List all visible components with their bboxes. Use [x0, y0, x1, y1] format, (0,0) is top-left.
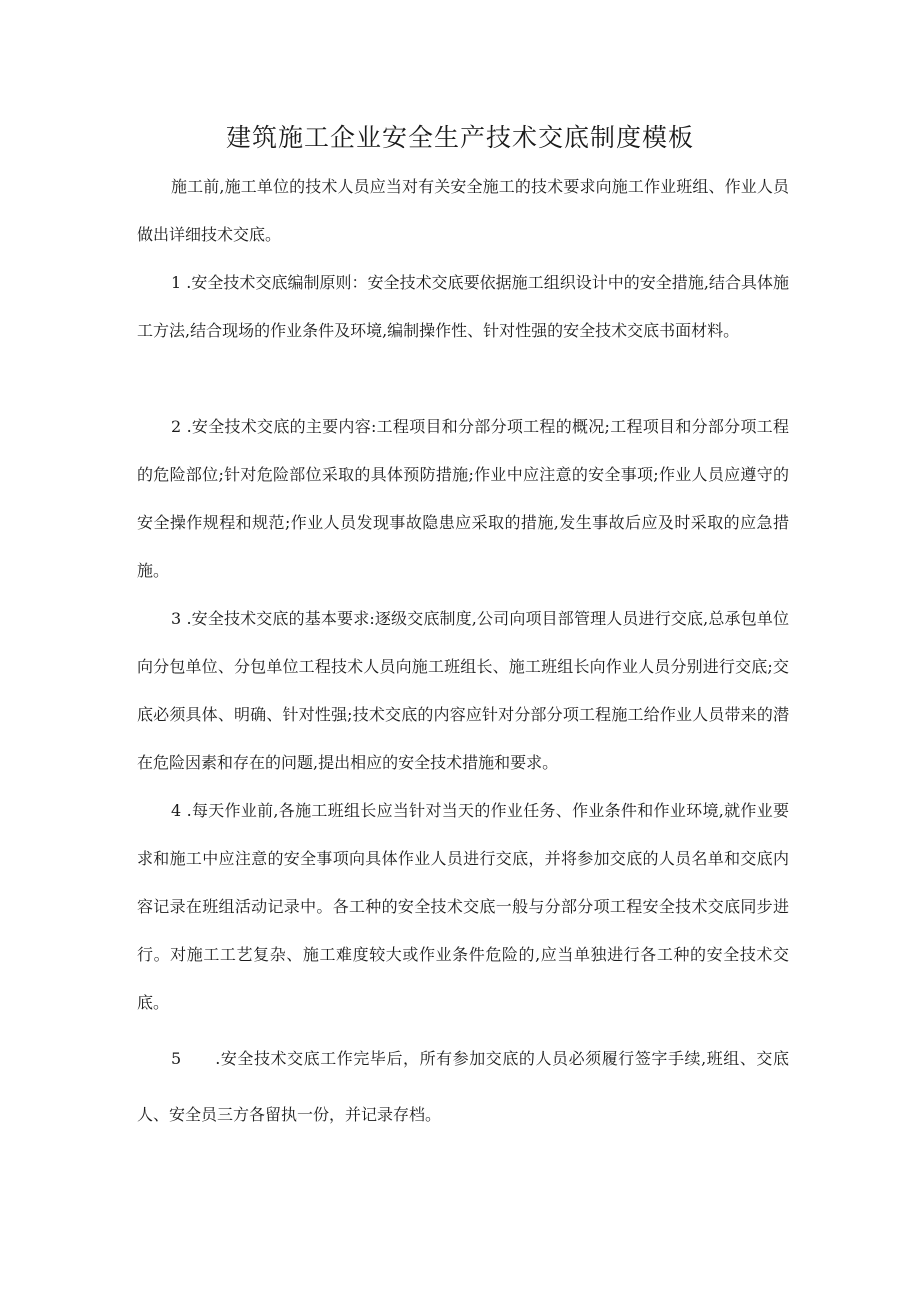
document-title: 建筑施工企业安全生产技术交底制度模板: [225, 123, 694, 152]
clause-text: .安全技术交底编制原则：安全技术交底要依据施工组织设计中的安全措施,结合具体施工方法,结合现场的作业条件及环境,编制操作性、针对性强的安全技术交底书面材料。: [137, 273, 789, 340]
clause-number: 3: [171, 609, 182, 628]
clause-4: [137, 787, 789, 1027]
clause-number: 1: [171, 273, 182, 292]
clause-text: .每天作业前,各施工班组长应当针对当天的作业任务、作业条件和作业环境,就作业要求和施工中应注意的安全事项向具体作业人员进行交底，并将参加交底的人员名单和交底内容记录在班组活动记录中。各工种的安全技术交底一般与分部分项工程安全技术交底同步进行。对施工工艺复杂、施工难度较大或作业条件危险的,应当单独进行各工种的安全技术交底。: [137, 801, 789, 1012]
clause-number: 5: [171, 1049, 182, 1068]
intro-paragraph: 施工前,施工单位的技术人员应当对有关安全施工的技术要求向施工作业班组、作业人员做出详细技术交底。: [137, 177, 789, 244]
clause-text: .安全技术交底的主要内容:工程项目和分部分项工程的概况;工程项目和分部分项工程的危险部位;针对危险部位采取的具体预防措施;作业中应注意的安全事项;作业人员应遵守的安全操作规程和规范;作业人员发现事故隐患应采取的措施,发生事故后应及时采取的应急措施。: [137, 417, 789, 580]
clause-5: [137, 1031, 789, 1143]
clause-2: [137, 403, 789, 595]
clause-text: .安全技术交底工作完毕后，所有参加交底的人员必须履行签字手续,班组、交底人、安全员三方各留执一份，并记录存档。: [137, 1049, 789, 1124]
clause-1: [137, 259, 789, 355]
clause-text: .安全技术交底的基本要求:逐级交底制度,公司向项目部管理人员进行交底,总承包单位向分包单位、分包单位工程技术人员向施工班组长、施工班组长向作业人员分别进行交底;交底必须具体、明确、针对性强;技术交底的内容应针对分部分项工程施工给作业人员带来的潜在危险因素和存在的问题,提出相应的安全技术措施和要求。: [137, 609, 789, 772]
clause-number: 4: [171, 801, 182, 820]
clause-3: [137, 595, 789, 787]
clause-number: 2: [171, 417, 182, 436]
